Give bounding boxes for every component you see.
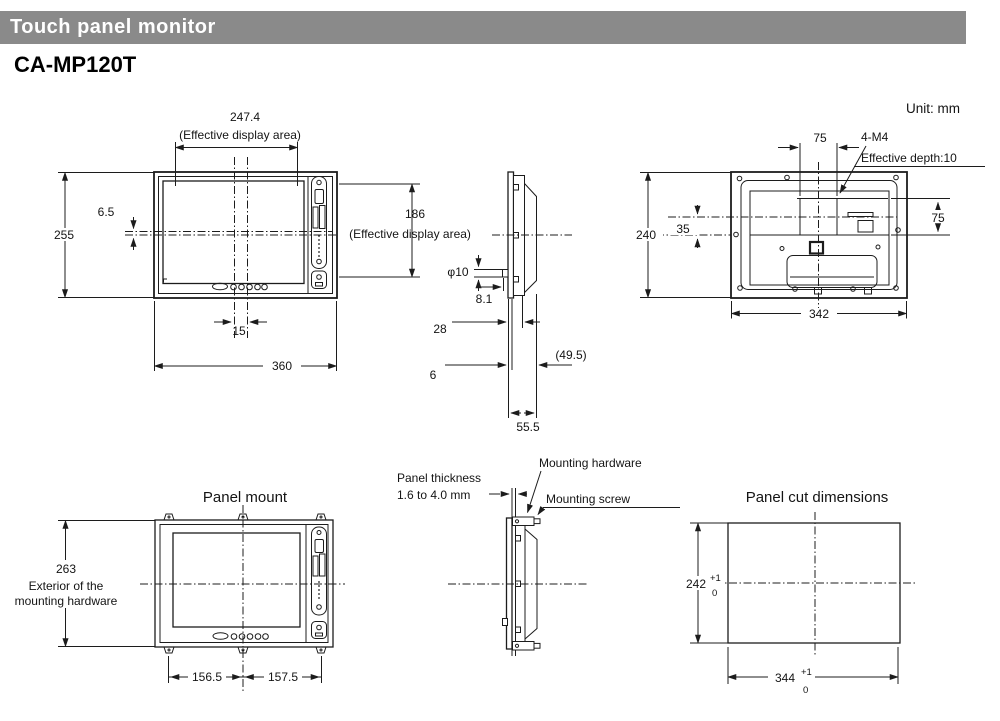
- panel-mount-view: [10, 489, 345, 692]
- front-view: [47, 110, 471, 373]
- rear-width-dim: 342: [808, 307, 830, 321]
- mount-pitch-right-dim: 157.5: [267, 670, 299, 684]
- rear-center-offset-dim: 35: [676, 222, 690, 236]
- panel-thickness-note-1: Panel thickness: [397, 471, 482, 485]
- rear-screw-spec: 4-M4: [861, 130, 889, 144]
- panel-cut-title: Panel cut dimensions: [745, 489, 889, 506]
- rear-vesa-height-dim: 75: [931, 211, 945, 225]
- front-height-dim: 255: [53, 228, 75, 242]
- side-stud-dia-dim: φ10: [447, 265, 469, 279]
- cut-width-tol-plus: +1: [801, 667, 812, 678]
- side-total-depth-dim: 55.5: [516, 420, 540, 434]
- panel-thickness-note-2: 1.6 to 4.0 mm: [397, 488, 471, 502]
- side-bezel-depth-dim: 6: [429, 368, 437, 382]
- mount-height-dim: 263: [55, 562, 77, 576]
- unit-label: Unit: mm: [906, 101, 960, 116]
- cut-height-tol-minus: 0: [712, 588, 718, 599]
- mounting-screw-label: Mounting screw: [546, 492, 631, 506]
- front-eff-height-note: (Effective display area): [349, 227, 471, 241]
- mount-pitch-left-dim: 156.5: [191, 670, 223, 684]
- side-body-depth-dim: 28: [433, 322, 447, 336]
- rear-vesa-width-dim: 75: [813, 131, 827, 145]
- front-eff-width-dim: 247.4: [229, 110, 261, 124]
- cut-height-dim: 242: [685, 577, 707, 591]
- mount-height-note-1: Exterior of the: [28, 579, 104, 593]
- front-eff-width-note: (Effective display area): [179, 128, 301, 142]
- model-number: CA-MP120T: [14, 52, 137, 77]
- mount-height-note-2: mounting hardware: [14, 594, 118, 608]
- cut-height-tol-plus: +1: [710, 573, 721, 584]
- front-btn-pitch-dim: 15: [232, 324, 246, 338]
- rear-screw-depth-note: Effective depth:10: [861, 151, 957, 165]
- rear-view: [629, 130, 985, 321]
- mounting-hardware-label: Mounting hardware: [539, 456, 642, 470]
- panel-cut-view: [682, 489, 915, 696]
- cut-width-dim: 344: [774, 671, 796, 685]
- section-title: Touch panel monitor: [10, 16, 216, 38]
- front-center-offset-dim: 6.5: [97, 205, 115, 219]
- side-stud-front-dim: 8.1: [475, 292, 493, 306]
- panel-mount-side-view: [397, 456, 680, 656]
- panel-mount-title: Panel mount: [202, 489, 288, 506]
- front-eff-height-dim: 186: [404, 207, 426, 221]
- side-view: [430, 172, 587, 434]
- side-rear-depth-dim: (49.5): [555, 348, 587, 362]
- front-width-dim: 360: [271, 359, 293, 373]
- rear-height-dim: 240: [635, 228, 657, 242]
- cut-width-tol-minus: 0: [803, 685, 809, 696]
